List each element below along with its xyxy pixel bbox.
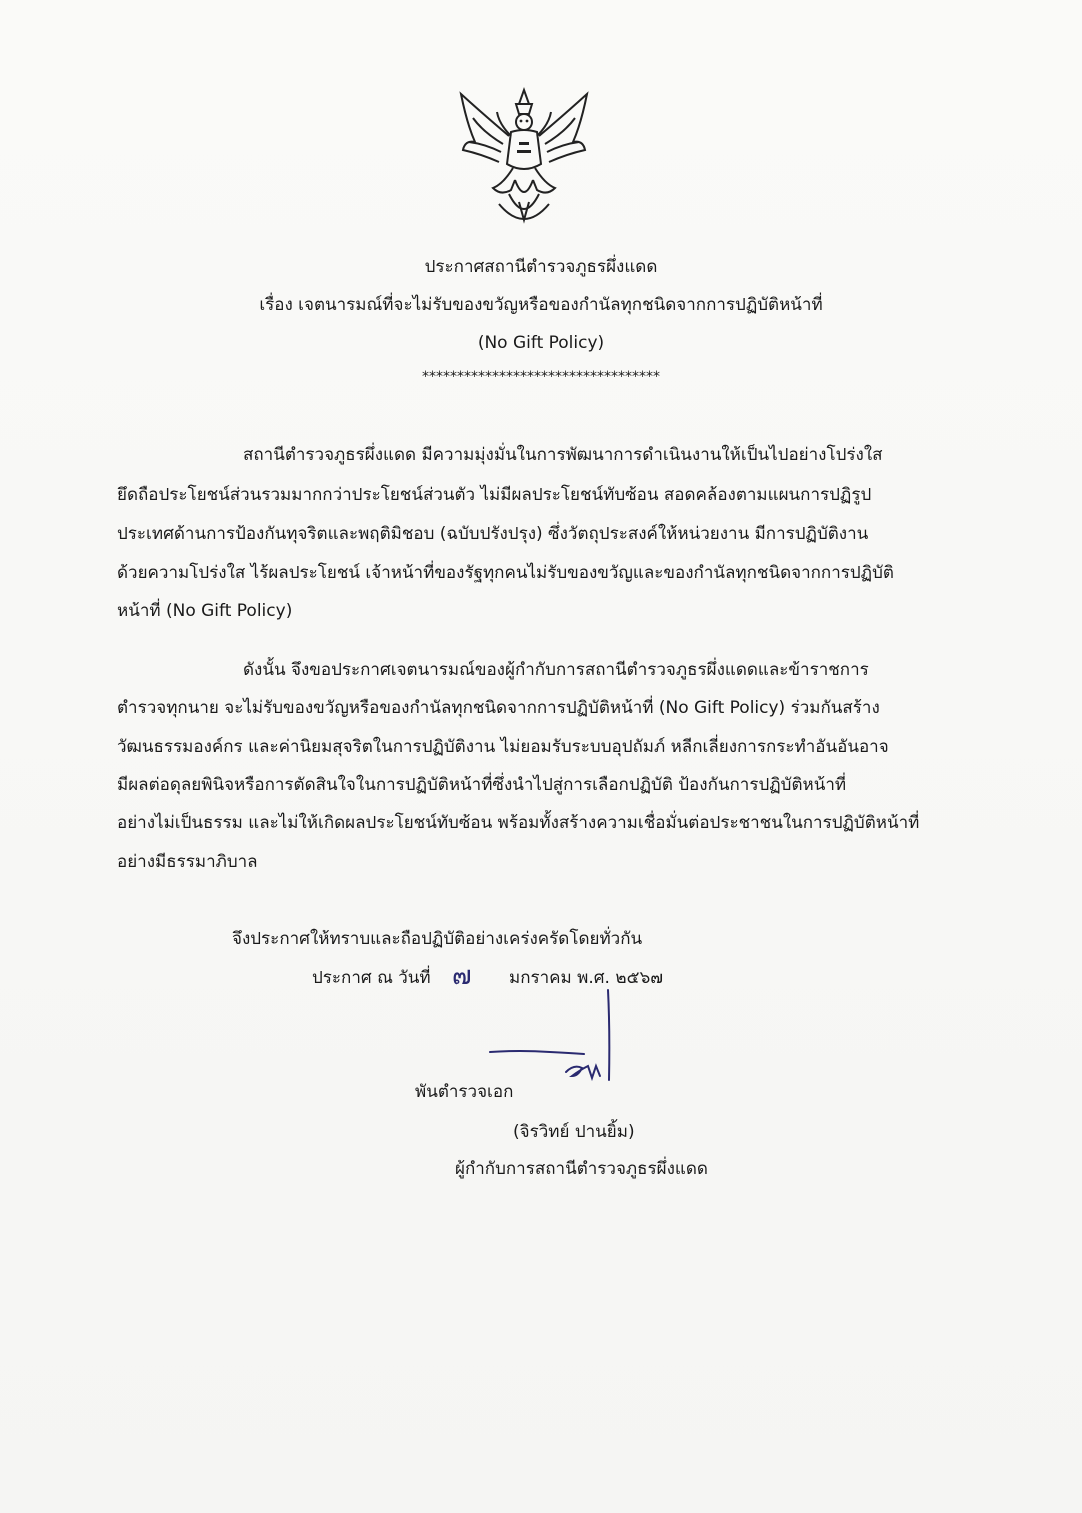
garuda-emblem-icon (453, 84, 595, 234)
closing-statement: จึงประกาศให้ทราบและถือปฏิบัติอย่างเคร่งครัดโดยทั่วกัน (232, 929, 643, 949)
paragraph2-line: วัฒนธรรมองค์กร และค่านิยมสุจริตในการปฏิบัติงาน ไม่ยอมรับระบบอุปถัมภ์ หลีกเลี่ยงการกระทำอันอันอาจ (117, 737, 889, 757)
paragraph2-line: ดังนั้น จึงขอประกาศเจตนารมณ์ของผู้กำกับการสถานีตำรวจภูธรผึ่งแดดและข้าราชการ (243, 660, 869, 680)
paragraph1-line: หน้าที่ (No Gift Policy) (117, 601, 293, 621)
paragraph2-line: ตำรวจทุกนาย จะไม่รับของขวัญหรือของกำนัลทุกชนิดจากการปฏิบัติหน้าที่ (No Gift Policy) ร่วมกันสร้าง (117, 698, 880, 718)
paragraph1-line: สถานีตำรวจภูธรผึ่งแดด มีความมุ่งมั่นในการพัฒนาการดำเนินงานให้เป็นไปอย่างโปร่งใส (243, 445, 883, 465)
signer-rank: พันตำรวจเอก (415, 1082, 514, 1102)
paragraph2-line: อย่างมีธรรมาภิบาล (117, 852, 258, 872)
paragraph2-line: มีผลต่อดุลยพินิจหรือการตัดสินใจในการปฏิบัติหน้าที่ซึ่งนำไปสู่การเลือกปฏิบัติ ป้องกันการปฏิบัติหน้าที่ (117, 775, 847, 795)
date-prefix: ประกาศ ณ วันที่ (312, 968, 431, 988)
document-subject: เรื่อง เจตนารมณ์ที่จะไม่รับของขวัญหรือของกำนัลทุกชนิดจากการปฏิบัติหน้าที่ (259, 295, 823, 315)
handwritten-date-day: ๗ (452, 961, 472, 991)
date-month-year: มกราคม พ.ศ. ๒๕๖๗ (509, 968, 664, 988)
paragraph1-line: ด้วยความโปร่งใส ไร้ผลประโยชน์ เจ้าหน้าที่ของรัฐทุกคนไม่รับของขวัญและของกำนัลทุกชนิดจากการปฏิบัติ (117, 563, 894, 583)
signer-position: ผู้กำกับการสถานีตำรวจภูธรผึ่งแดด (455, 1159, 708, 1179)
policy-name: (No Gift Policy) (477, 333, 605, 353)
document-title: ประกาศสถานีตำรวจภูธรผึ่งแดด (424, 257, 658, 277)
paragraph2-line: อย่างไม่เป็นธรรม และไม่ให้เกิดผลประโยชน์ทับซ้อน พร้อมทั้งสร้างความเชื่อมั่นต่อประชาชนในการปฏิบัติหน้าที่ (117, 813, 920, 833)
paragraph1-line: ยึดถือประโยชน์ส่วนรวมมากกว่าประโยชน์ส่วนตัว ไม่มีผลประโยชน์ทับซ้อน สอดคล้องตามแผนการปฏิรูป (117, 485, 872, 505)
handwritten-signature (480, 980, 640, 1090)
separator-line: ********************************** (422, 369, 660, 385)
paragraph1-line: ประเทศด้านการป้องกันทุจริตและพฤติมิชอบ (ฉบับปรังปรุง) ซึ่งวัตถุประสงค์ให้หน่วยงาน มีการปฏิบัติงาน (117, 524, 869, 544)
signer-name: (จิรวิทย์ ปานยิ้ม) (513, 1122, 635, 1142)
